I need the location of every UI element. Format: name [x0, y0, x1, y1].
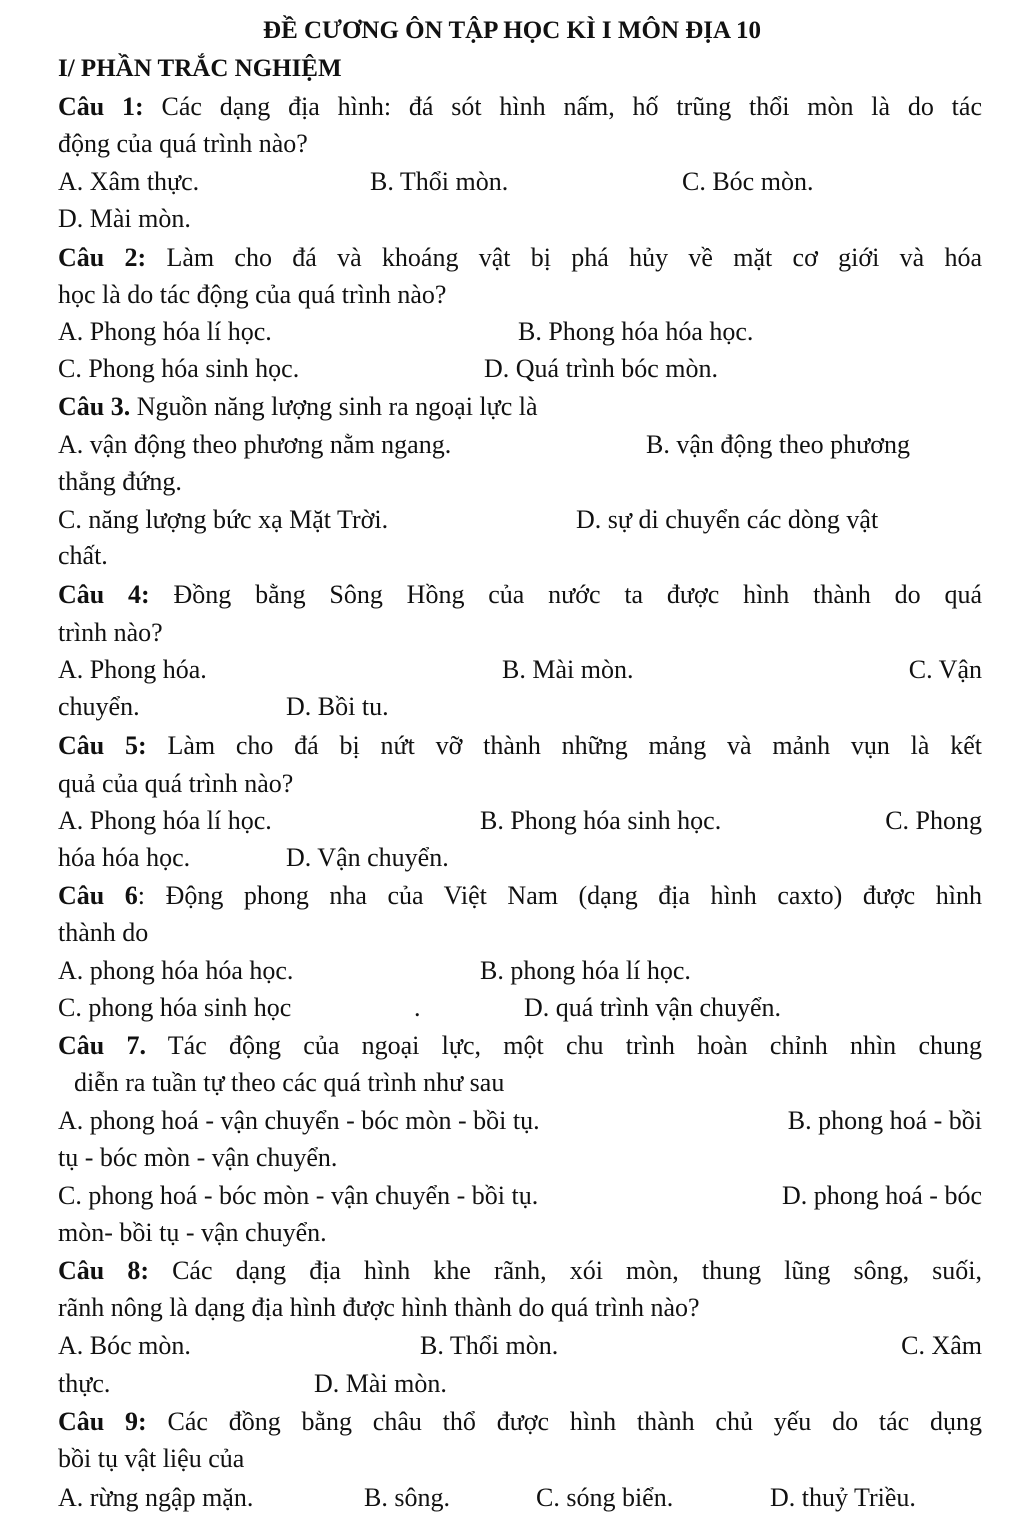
question-text: Đồng bằng Sông Hồng của nước ta được hình thành do quá [149, 580, 982, 609]
option-b: B. Thổi mòn. [370, 167, 509, 196]
option-c: C. Vận [908, 655, 982, 684]
question-label: Câu 4: [58, 580, 150, 609]
stray-dot: . [414, 993, 421, 1022]
option-c: C. Xâm [901, 1331, 982, 1360]
option-c: C. Phong hóa sinh học. [58, 354, 300, 383]
question-label: Câu 3. [58, 392, 131, 421]
option-c-cont: thực. [58, 1369, 111, 1398]
option-c: C. Phong [885, 806, 982, 835]
question-text: Các dạng địa hình khe rãnh, xói mòn, thung lũng sông, suối, [148, 1256, 982, 1285]
question-5-cont: quả của quá trình nào? [58, 769, 294, 798]
question-label: Câu 8: [58, 1256, 149, 1285]
option-a: A. phong hóa hóa học. [58, 956, 294, 985]
question-5 [58, 731, 982, 761]
question-7 [58, 1031, 982, 1061]
option-c: C. phong hóa sinh học [58, 993, 292, 1022]
question-6-cont: thành do [58, 918, 149, 947]
question-label: Câu 9: [58, 1407, 147, 1436]
question-label: Câu 5: [58, 731, 147, 760]
option-b: B. Thổi mòn. [420, 1331, 559, 1360]
option-d-cont: chất. [58, 541, 108, 570]
option-b: B. vận động theo phương [646, 430, 910, 459]
question-2 [58, 243, 982, 273]
question-4-cont: trình nào? [58, 618, 163, 647]
section-heading: I/ PHẦN TRẮC NGHIỆM [58, 55, 342, 82]
question-text: Các đồng bằng châu thổ được hình thành chủ yếu do tác dụng [146, 1407, 982, 1436]
option-c-cont: chuyển. [58, 692, 140, 721]
option-c-cont: hóa hóa học. [58, 843, 191, 872]
option-d-cont: mòn- bồi tụ - vận chuyển. [58, 1218, 327, 1247]
option-a: A. phong hoá - vận chuyển - bóc mòn - bồi tụ. [58, 1106, 540, 1135]
question-label: Câu 2: [58, 243, 147, 272]
document-title: ĐỀ CƯƠNG ÔN TẬP HỌC KÌ I MÔN ĐỊA 10 [263, 17, 761, 44]
question-2-cont: học là do tác động của quá trình nào? [58, 280, 447, 309]
question-text: Làm cho đá và khoáng vật bị phá hủy về mặt cơ giới và hóa [146, 243, 982, 272]
option-a: A. Phong hóa lí học. [58, 806, 272, 835]
option-d: D. phong hoá - bóc [781, 1181, 982, 1210]
question-9 [58, 1407, 982, 1437]
question-text: Tác động của ngoại lực, một chu trình hoàn chỉnh nhìn chung [146, 1031, 982, 1060]
question-8 [58, 1256, 982, 1286]
option-a: A. vận động theo phương nằm ngang. [58, 430, 452, 459]
option-d: D. Mài mòn. [314, 1369, 447, 1398]
question-text: : Động phong nha của Việt Nam (dạng địa hình caxto) được hình [137, 881, 982, 910]
question-9-cont: bồi tụ vật liệu của [58, 1444, 245, 1473]
option-b: B. phong hóa lí học. [480, 956, 691, 985]
option-c: C. Bóc mòn. [682, 167, 814, 196]
option-d: D. sự di chuyển các dòng vật [576, 505, 879, 534]
option-b-cont: tụ - bóc mòn - vận chuyển. [58, 1143, 338, 1172]
question-6 [58, 881, 982, 911]
option-a: A. Phong hóa lí học. [58, 317, 272, 346]
option-c: C. sóng biển. [536, 1483, 674, 1512]
option-a: A. Bóc mòn. [58, 1331, 191, 1360]
option-a: A. rừng ngập mặn. [58, 1483, 254, 1512]
question-1 [58, 92, 982, 122]
option-a: A. Xâm thực. [58, 167, 200, 196]
question-7-cont: diễn ra tuần tự theo các quá trình như sau [74, 1068, 505, 1097]
question-label: Câu 6 [58, 881, 138, 910]
option-c: C. phong hoá - bóc mòn - vận chuyển - bồi tụ. [58, 1181, 539, 1210]
option-d: D. Mài mòn. [58, 204, 191, 233]
question-4 [58, 580, 982, 610]
question-label: Câu 1: [58, 92, 144, 121]
option-b: B. phong hoá - bồi [787, 1106, 982, 1135]
option-d: D. Vận chuyển. [286, 843, 449, 872]
question-8-cont: rãnh nông là dạng địa hình được hình thành do quá trình nào? [58, 1293, 700, 1322]
option-d: D. thuỷ Triều. [770, 1483, 916, 1512]
option-b: B. Phong hóa hóa học. [518, 317, 754, 346]
option-b: B. sông. [364, 1483, 450, 1512]
question-label: Câu 7. [58, 1031, 146, 1060]
option-a: A. Phong hóa. [58, 655, 207, 684]
option-b-cont: thẳng đứng. [58, 467, 182, 496]
option-b: B. Phong hóa sinh học. [480, 806, 722, 835]
option-d: D. Bồi tu. [286, 692, 389, 721]
question-3 [58, 392, 982, 422]
option-b: B. Mài mòn. [502, 655, 634, 684]
question-1-cont: động của quá trình nào? [58, 129, 308, 158]
option-c: C. năng lượng bức xạ Mặt Trời. [58, 505, 389, 534]
option-d: D. quá trình vận chuyển. [524, 993, 782, 1022]
question-text: Nguồn năng lượng sinh ra ngoại lực là [130, 392, 538, 421]
question-text: Làm cho đá bị nứt vỡ thành những mảng và mảnh vụn là kết [146, 731, 982, 760]
question-text: Các dạng địa hình: đá sót hình nấm, hố trũng thổi mòn là do tác [143, 92, 982, 121]
option-d: D. Quá trình bóc mòn. [484, 354, 718, 383]
